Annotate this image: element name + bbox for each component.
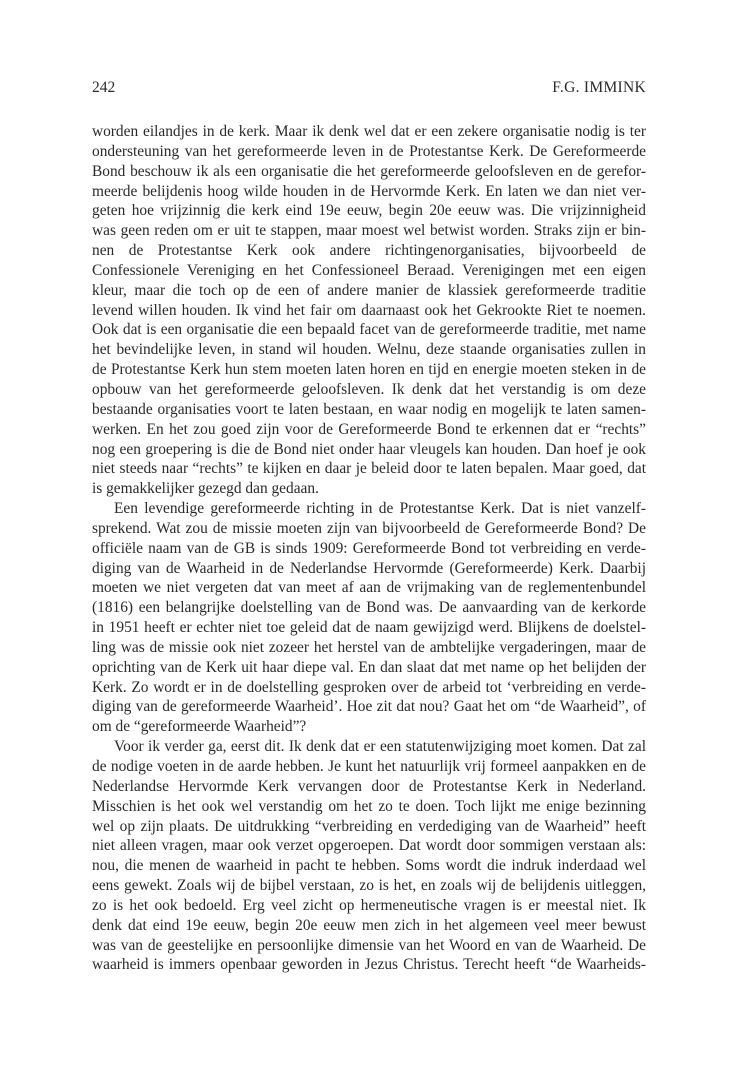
text-line: bestaande organisaties voort te laten bestaan, en waar nodig en mogelijk te laten samen-: [92, 400, 646, 418]
text-line: sprekend. Wat zou de missie moeten zijn van bijvoorbeeld de Gereformeerde Bond? De: [92, 519, 646, 537]
text-line: oprichting van de Kerk uit haar diepe val. En dan slaat dat met name op het belijden der: [92, 658, 646, 676]
text-line: de Protestantse Kerk hun stem moeten laten horen en tijd en energie moeten steken in de: [92, 361, 646, 379]
text-line: kleur, maar die toch op de een of andere manier de klassiek gereformeerde traditie: [92, 281, 646, 299]
text-line: Nederlandse Hervormde Kerk vervangen door de Protestantse Kerk in Nederland.: [92, 777, 646, 795]
text-line: het bevindelijke leven, in stand wil houden. Welnu, deze staande organisaties zullen in: [92, 341, 646, 359]
text-line: ling was de missie ook niet zozeer het herstel van de ambtelijke vergaderingen, maar de: [92, 638, 646, 656]
text-line: om de “gereformeerde Waarheid”?: [92, 718, 307, 736]
page-number: 242: [92, 79, 116, 96]
text-line: Een levendige gereformeerde richting in de Protestantse Kerk. Dat is niet vanzelf-: [114, 500, 646, 518]
text-line: nog een groepering is die de Bond niet onder haar vleugels kan houden. Dan hoef je ook: [92, 440, 646, 458]
text-line: in 1951 heeft er echter niet toe geleid dat de naam gewijzigd werd. Blijkens de doelstel-: [92, 619, 646, 637]
text-line: moeten we niet vergeten dat van meet af aan de vrijmaking van de reglementenbundel: [92, 579, 646, 597]
paragraph: [92, 122, 646, 499]
text-line: was geen reden om er uit te stappen, maar moest wel betwist worden. Straks zijn er bin-: [92, 222, 646, 240]
text-line: meerde belijdenis hoog wilde houden in de Hervormde Kerk. En laten we dan niet ver-: [92, 182, 646, 200]
text-line: opbouw van het gereformeerde geloofsleven. Ik denk dat het verstandig is om deze: [92, 380, 646, 398]
text-line: waarheid is immers openbaar geworden in Jezus Christus. Terecht heeft “de Waarheids-: [92, 956, 646, 974]
text-line: niet steeds naar “rechts” te kijken en daar je beleid door te laten bepalen. Maar goed, dat: [92, 460, 646, 478]
text-line: niet alleen vragen, maar ook verzet opgeroepen. Dat wordt door sommigen verstaan als:: [92, 837, 646, 855]
text-line: nou, die menen de waarheid in pacht te hebben. Soms wordt die indruk inderdaad wel: [92, 857, 646, 875]
text-line: officiële naam van de GB is sinds 1909: Gereformeerde Bond tot verbreiding en verde-: [92, 539, 646, 557]
text-line: werken. En het zou goed zijn voor de Gereformeerde Bond te erkennen dat er “rechts”: [92, 420, 646, 438]
text-line: Voor ik verder ga, eerst dit. Ik denk dat er een statutenwijziging moet komen. Dat zal: [114, 738, 646, 756]
text-line: (1816) een belangrijke doelstelling van de Bond was. De aanvaarding van de kerkorde: [92, 599, 646, 617]
text-line: diging van de gereformeerde Waarheid’. Hoe zit dat nou? Gaat het om “de Waarheid”, of: [92, 698, 646, 716]
text-line: nen de Protestantse Kerk ook andere richtingenorganisaties, bijvoorbeeld de: [92, 242, 646, 260]
text-line: Kerk. Zo wordt er in de doelstelling gesproken over de arbeid tot ‘verbreiding en verde-: [92, 678, 646, 696]
running-header-author: F.G. IMMINK: [552, 79, 646, 96]
paragraph: [92, 499, 646, 737]
text-line: de nodige voeten in de aarde hebben. Je kunt het natuurlijk vrij formeel aanpakken en de: [92, 758, 646, 775]
body-text: [92, 122, 646, 975]
text-line: Ook dat is een organisatie die een bepaald facet van de gereformeerde traditie, met name: [92, 321, 646, 339]
text-line: ondersteuning van het gereformeerde leven in de Protestantse Kerk. De Gereformeerde: [92, 142, 646, 160]
paragraph: [92, 737, 646, 975]
text-line: diging van de Waarheid in de Nederlandse Hervormde (Gereformeerde) Kerk. Daarbij: [92, 559, 646, 577]
text-line: Misschien is het ook wel verstandig om het zo te doen. Toch lijkt me enige bezinning: [92, 797, 646, 815]
text-line: worden eilandjes in de kerk. Maar ik denk wel dat er een zekere organisatie nodig is ter: [92, 123, 646, 140]
text-line: denk dat eind 19e eeuw, begin 20e eeuw men zich in het algemeen veel meer bewust: [92, 916, 646, 934]
text-line: eens gewekt. Zoals wij de bijbel verstaan, zo is het, en zoals wij de belijdenis uitleggen,: [92, 877, 646, 895]
text-line: is gemakkelijker gezegd dan gedaan.: [92, 480, 319, 498]
text-line: geten hoe vrijzinnig die kerk eind 19e eeuw, begin 20e eeuw was. Die vrijzinnigheid: [92, 202, 646, 220]
text-line: was van de geestelijke en persoonlijke dimensie van het Woord en van de Waarheid. De: [92, 936, 646, 954]
text-line: levend willen houden. Ik vind het fair om daarnaast ook het Gekrookte Riet te noemen.: [92, 301, 646, 319]
text-line: zo is het ook bedoeld. Erg veel zicht op hermeneutische vragen is er meestal niet. Ik: [92, 896, 646, 914]
text-line: Bond beschouw ik als een organisatie die het gereformeerde geloofsleven en de gerefor-: [92, 162, 646, 180]
text-line: wel op zijn plaats. De uitdrukking “verbreiding en verdediging van de Waarheid” heeft: [92, 817, 646, 835]
text-line: Confessionele Vereniging en het Confessioneel Beraad. Verenigingen met een eigen: [92, 261, 646, 279]
